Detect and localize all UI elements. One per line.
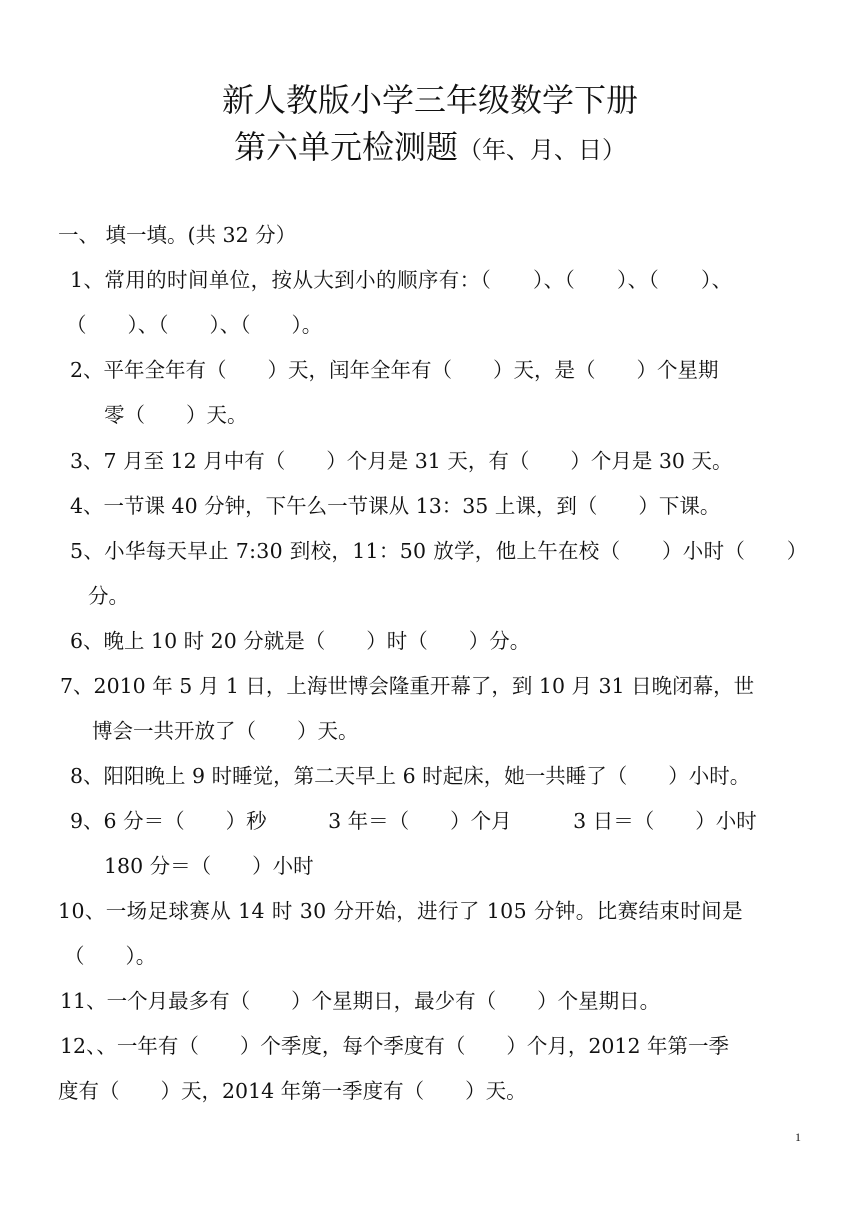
- question-line-19: 度有（ ）天，2014 年第一季度有（ ）天。: [58, 1079, 527, 1103]
- document-subtitle: [0, 127, 860, 170]
- question-line-11: 博会一共开放了（ ）天。: [92, 719, 359, 743]
- question-line-8: 分。: [88, 584, 129, 608]
- question-line-18: 12、、一年有（ ）个季度，每个季度有（ ）个月，2012 年第一季: [60, 1034, 730, 1058]
- question-line-7: 5、小华每天早止 7:30 到校，11：50 放学，他上午在校（ ）小时（ ）: [70, 539, 808, 563]
- question-line-17: 11、一个月最多有（ ）个星期日，最少有（ ）个星期日。: [60, 989, 661, 1013]
- subtitle-text: 第六单元检测题: [233, 128, 458, 166]
- question-line-5: 3、7 月至 12 月中有（ ）个月是 31 天，有（ ）个月是 30 天。: [70, 449, 733, 473]
- question-line-3: 2、平年全年有（ ）天，闰年全年有（ ）天，是（ ）个星期: [70, 358, 719, 382]
- question-line-13: 9、6 分＝（ ）秒 3 年＝（ ）个月 3 日＝（ ）小时: [70, 809, 757, 833]
- question-line-10: 7、2010 年 5 月 1 日，上海世博会隆重开幕了，到 10 月 31 日晚闭幕，世: [60, 674, 755, 698]
- question-line-14: 180 分＝（ ）小时: [104, 854, 314, 878]
- question-line-9: 6、晚上 10 时 20 分就是（ ）时（ ）分。: [70, 629, 531, 653]
- question-line-15: 10、一场足球赛从 14 时 30 分开始，进行了 105 分钟。比赛结束时间是: [58, 899, 743, 923]
- page-number: 1: [795, 1130, 801, 1144]
- question-line-1: 1、常用的时间单位，按从大到小的顺序有：（ ）、（ ）、（ ）、: [70, 268, 733, 292]
- question-line-4: 零（ ）天。: [104, 403, 248, 427]
- subtitle-suffix: （年、月、日）: [458, 136, 626, 164]
- question-line-6: 4、一节课 40 分钟，下午么一节课从 13：35 上课，到（ ）下课。: [70, 494, 721, 518]
- question-line-12: 8、阳阳晚上 9 时睡觉，第二天早上 6 时起床，她一共睡了（ ）小时。: [70, 764, 751, 788]
- document-title: 新人教版小学三年级数学下册: [221, 81, 638, 119]
- question-line-16: （ ）。: [64, 944, 157, 968]
- question-line-2: （ ）、（ ）、（ ）。: [66, 313, 323, 337]
- section-heading: 一、 填一填。(共 32 分）: [58, 223, 297, 247]
